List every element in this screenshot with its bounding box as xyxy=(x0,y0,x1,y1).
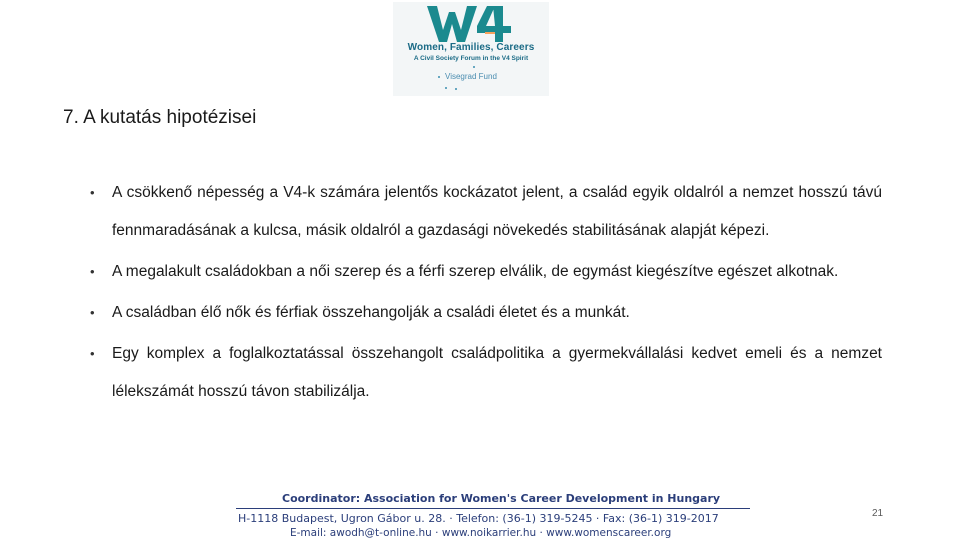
logo-dot-icon xyxy=(473,66,475,68)
bullet-text: A megalakult családokban a női szerep és a férfi szerep elválik, de egymást kiegészítve egészet alkotnak. xyxy=(112,263,839,280)
footer-divider xyxy=(236,508,750,509)
page-number: 21 xyxy=(872,508,884,519)
logo xyxy=(393,2,549,96)
logo-subtitle: A Civil Society Forum in the V4 Spirit xyxy=(413,55,529,62)
logo-dot-icon xyxy=(438,76,440,78)
bullet-icon: • xyxy=(90,264,95,279)
slide-title: 7. A kutatás hipotézisei xyxy=(63,107,257,128)
footer-contact: E-mail: awodh@t-online.hu · www.noikarrier.hu · www.womenscareer.org xyxy=(290,527,672,539)
logo-title: Women, Families, Careers xyxy=(407,42,535,53)
list-item xyxy=(88,174,882,250)
bullet-icon: • xyxy=(90,346,95,361)
footer-address: H-1118 Budapest, Ugron Gábor u. 28. · Telefon: (36-1) 319-5245 · Fax: (36-1) 319-2017 xyxy=(238,512,719,525)
logo-dot-icon xyxy=(445,87,447,89)
hypotheses-list xyxy=(88,174,882,414)
v4-logo-icon xyxy=(425,2,517,46)
logo-dot-icon xyxy=(455,88,457,90)
bullet-icon: • xyxy=(90,185,95,200)
bullet-text: A csökkenő népesség a V4-k számára jelentős kockázatot jelent, a család egyik oldalról a nemzet hosszú távú fennmaradásának a kulcsa, másik oldalról a gazdasági növekedés stabilitásának alapját képezi. xyxy=(112,184,882,239)
bullet-text: A családban élő nők és férfiak összehangolják a családi életet és a munkát. xyxy=(112,304,630,321)
bullet-icon: • xyxy=(90,305,95,320)
visegrad-fund-label: Visegrad Fund xyxy=(445,72,497,81)
footer-coordinator: Coordinator: Association for Women's Career Development in Hungary xyxy=(282,492,721,505)
footer xyxy=(236,489,756,540)
list-item xyxy=(88,335,882,411)
bullet-text: Egy komplex a foglalkoztatással összehangolt családpolitika a gyermekvállalási kedvet emeli és a nemzet lélekszámát hosszú távon stabilizálja. xyxy=(112,345,882,400)
list-item xyxy=(88,294,882,332)
list-item xyxy=(88,253,882,291)
